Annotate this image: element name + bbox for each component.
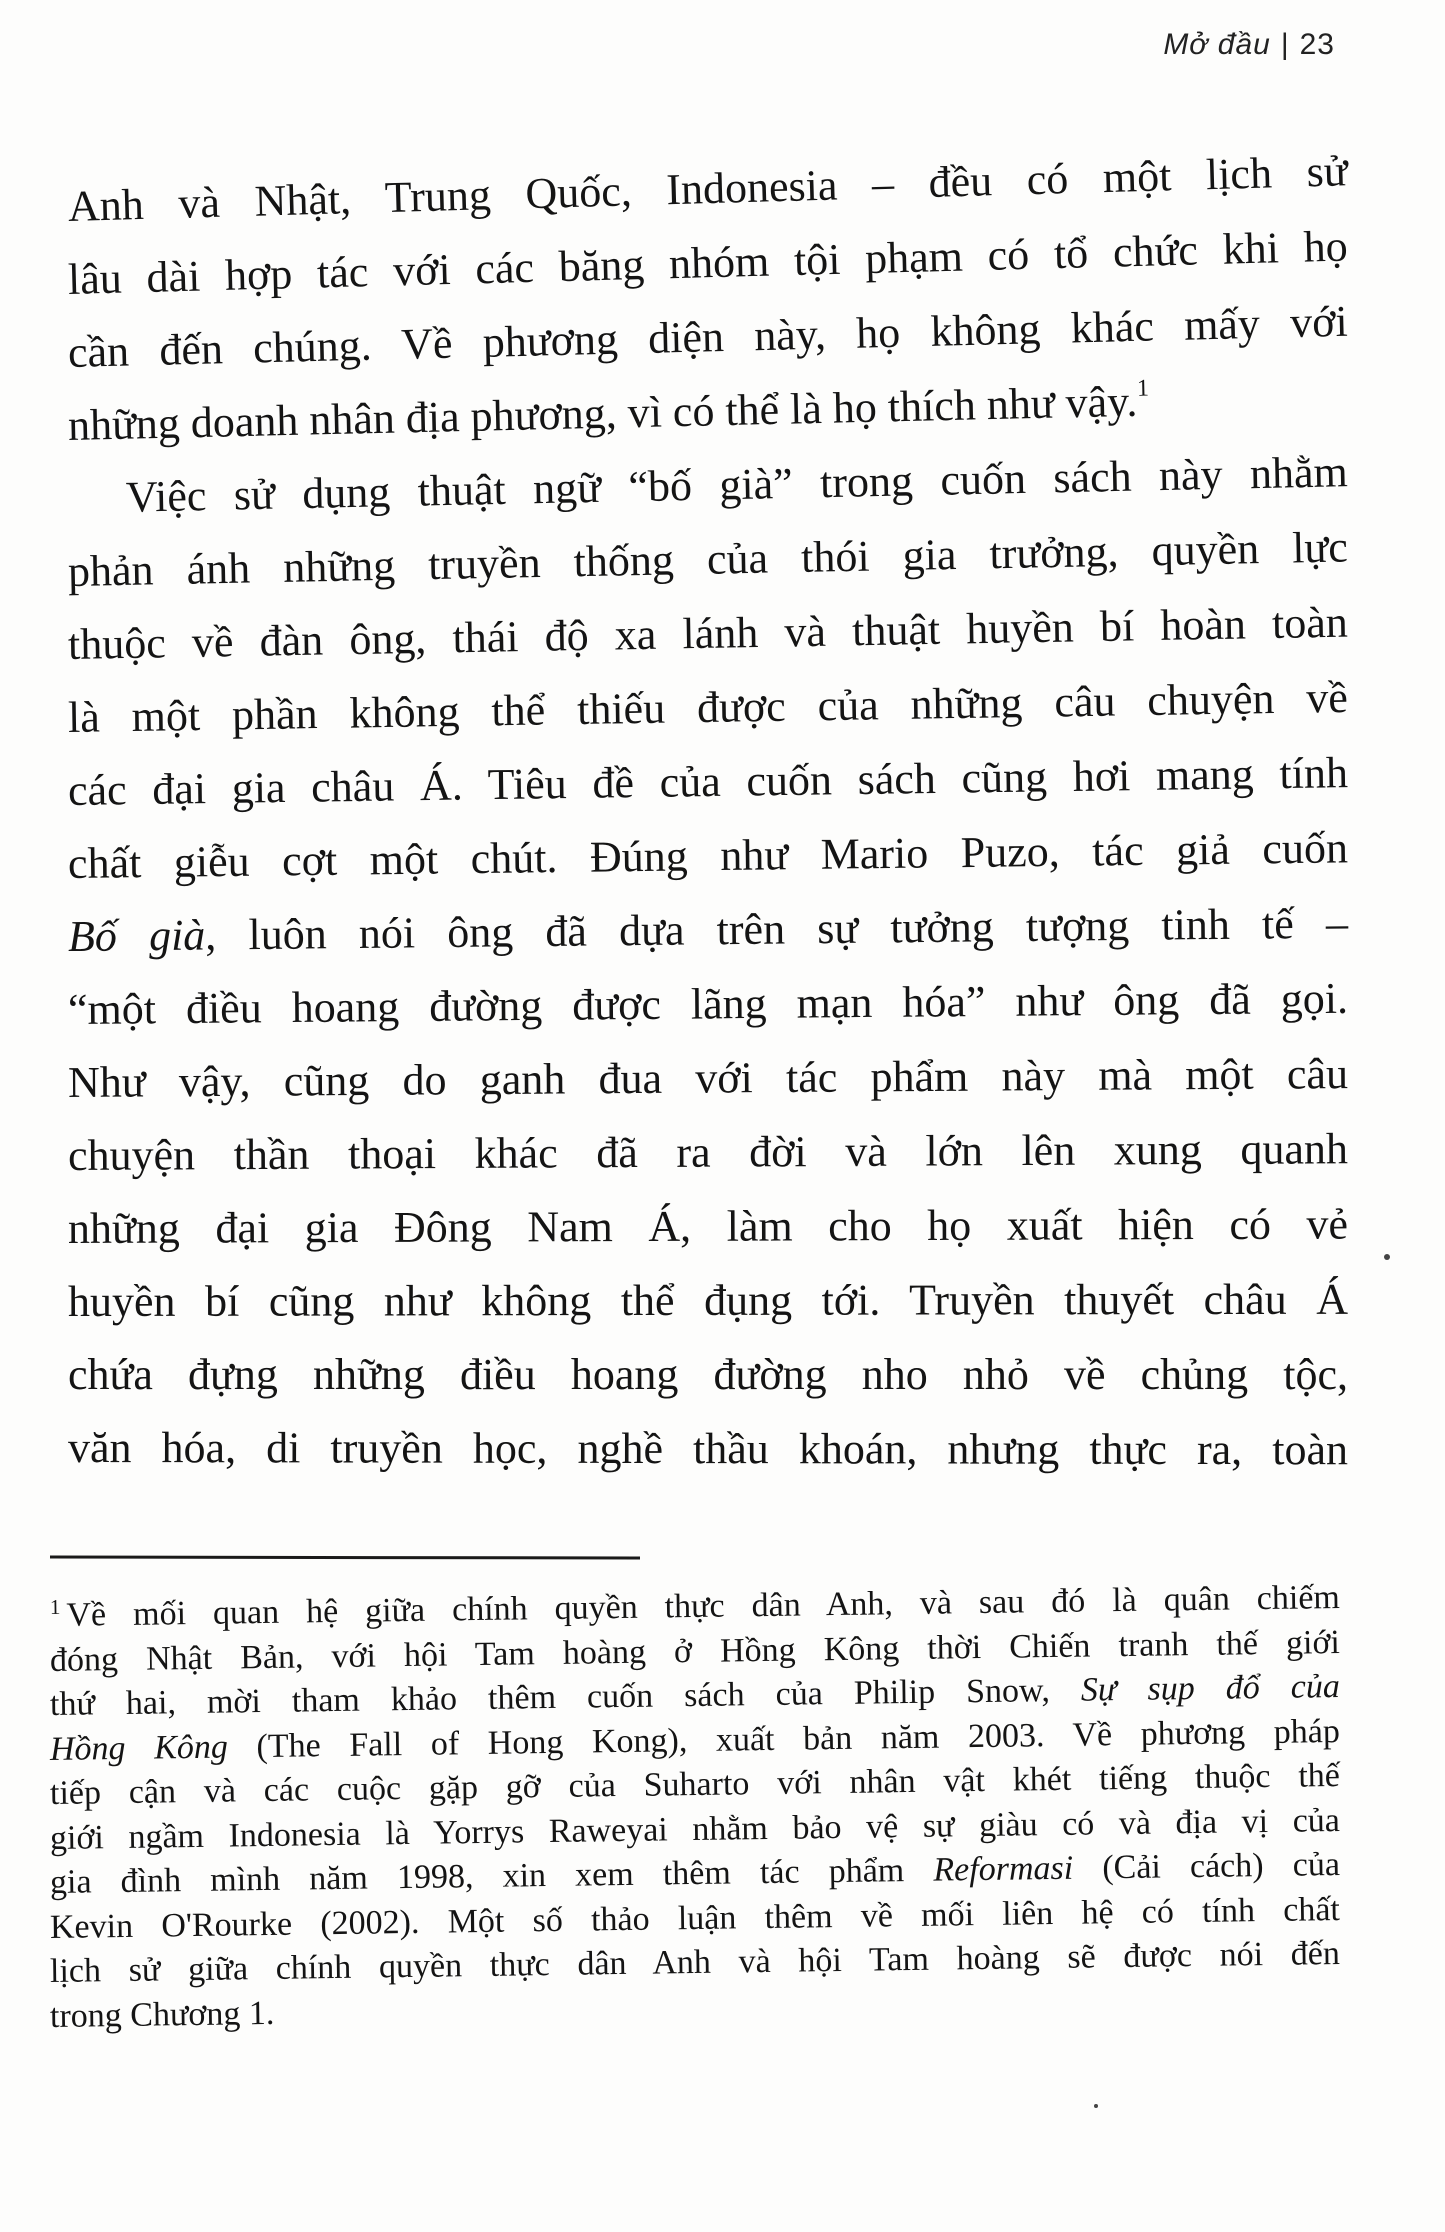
body-line: thuộc về đàn ông, thái độ xa lánh và thuật huyền bí hoàn toàn: [67, 597, 1349, 669]
body-line: chứa đựng những điều hoang đường nho nhỏ về chủng tộc,: [68, 1350, 1348, 1399]
body-text: [67, 146, 1349, 1484]
body-line: [68, 887, 1349, 973]
body-line: chuyện thần thoại khác đã ra đời và lớn lên xung quanh: [67, 1124, 1349, 1180]
footnote-line-text: (Cải cách) của: [1102, 1845, 1341, 1887]
footnote-line: lịch sử giữa chính quyền thực dân Anh và hội Tam hoàng sẽ được nói đến: [49, 1934, 1341, 1990]
footnote-line-text: gia đình mình năm 1998, xin xem thêm tác phẩm: [49, 1852, 905, 1901]
body-line: phản ánh những truyền thống của thói gia trưởng, quyền lực: [67, 522, 1349, 596]
paragraph-start-line: Việc sử dụng thuật ngữ “bố già” trong cuốn sách này nhằm: [125, 447, 1349, 522]
body-line: văn hóa, di truyền học, nghề thầu khoán, nhưng thực ra, toàn: [67, 1423, 1349, 1475]
footnote-book-title: Sự sụp đổ của: [1080, 1667, 1341, 1709]
footnote-book-title: Reformasi: [933, 1849, 1074, 1889]
running-head: [1163, 28, 1335, 62]
print-speck: [1094, 2104, 1098, 2108]
page-number: 23: [1299, 28, 1335, 61]
header-separator: |: [1280, 28, 1290, 61]
footnote-line: giới ngầm Indonesia là Yorrys Raweyai nhằm bảo vệ sự giàu có và địa vị của: [49, 1801, 1341, 1857]
body-line: những đại gia Đông Nam Á, làm cho họ xuất hiện có vẻ: [67, 1199, 1349, 1253]
footnote-line: Kevin O'Rourke (2002). Một số thảo luận thêm về mối liên hệ có tính chất: [49, 1890, 1341, 1946]
footnote-line-text: (The Fall of Hong Kong), xuất bản năm 2003. Về phương pháp: [256, 1712, 1341, 1765]
footnote-line-text: thứ hai, mời tham khảo thêm cuốn sách của Philip Snow,: [49, 1672, 1051, 1723]
footnote-line: đóng Nhật Bản, với hội Tam hoàng ở Hồng Kông thời Chiến tranh thế giới: [49, 1623, 1341, 1679]
body-line: lâu dài hợp tác với các băng nhóm tội phạm có tổ chức khi họ: [67, 221, 1349, 304]
footnote-divider: [50, 1555, 640, 1559]
body-line-text: những doanh nhân địa phương, vì có thể là họ thích như vậy.: [67, 376, 1138, 450]
footnote-line: trong Chương 1.: [49, 1994, 275, 2035]
body-line: là một phần không thể thiếu được của những câu chuyện về: [67, 672, 1349, 742]
body-line: chất giễu cợt một chút. Đúng như Mario Puzo, tác giả cuốn: [67, 823, 1349, 888]
footnote-book-title: Hồng Kông: [49, 1728, 229, 1768]
body-line: các đại gia châu Á. Tiêu đề của cuốn sách cũng hơi mang tính: [67, 748, 1349, 815]
print-speck: [1384, 1254, 1390, 1260]
body-line-text: , luôn nói ông đã dựa trên sự tưởng tượng tinh tế –: [205, 898, 1349, 960]
book-title-italic: Bố già: [67, 910, 206, 961]
footnote-marker: 1: [49, 1594, 61, 1619]
body-line: Như vậy, cũng do ganh đua với tác phẩm này mà một câu: [67, 1049, 1349, 1107]
footnote-line: tiếp cận và các cuộc gặp gỡ của Suharto với nhân vật khét tiếng thuộc thế: [49, 1756, 1341, 1812]
body-line: cần đến chúng. Về phương diện này, họ không khác mấy với: [67, 296, 1349, 377]
body-line: huyền bí cũng như không thể đụng tới. Truyền thuyết châu Á: [67, 1274, 1349, 1326]
footnote-reference: 1: [1136, 375, 1150, 402]
body-line: “một điều hoang đường được lãng mạn hóa” như ông đã gọi.: [67, 973, 1349, 1034]
footnote-line-text: Về mối quan hệ giữa chính quyền thực dân Anh, và sau đó là quân chiếm: [66, 1578, 1341, 1634]
body-line: Anh và Nhật, Trung Quốc, Indonesia – đều có một lịch sử: [67, 146, 1349, 231]
chapter-title: Mở đầu: [1163, 28, 1271, 61]
footnote: [49, 1578, 1341, 2039]
